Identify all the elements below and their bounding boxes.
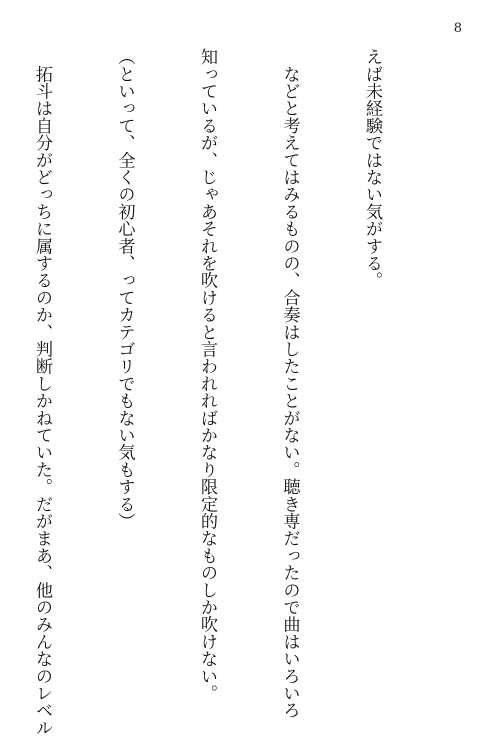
text-line: 知っているが、じゃあそれを吹けると言われればかなり限定的なものしか吹けない。 (197, 48, 217, 702)
text-line: えば未経験ではない気がする。 (362, 48, 382, 289)
page-number: 8 (453, 21, 462, 36)
vertical-text-block (0, 48, 440, 736)
text-line: （といって、全くの初心者、ってカテゴリでもない気もする） (114, 48, 135, 530)
text-line: 拓斗は自分がどっちに属するのか、判断しかねていた。だがまあ、他のみんなのレベル (32, 48, 52, 736)
text-line: などと考えてはみるものの、合奏はしたことがない。聴き専だったので曲はいろいろ (279, 48, 300, 719)
